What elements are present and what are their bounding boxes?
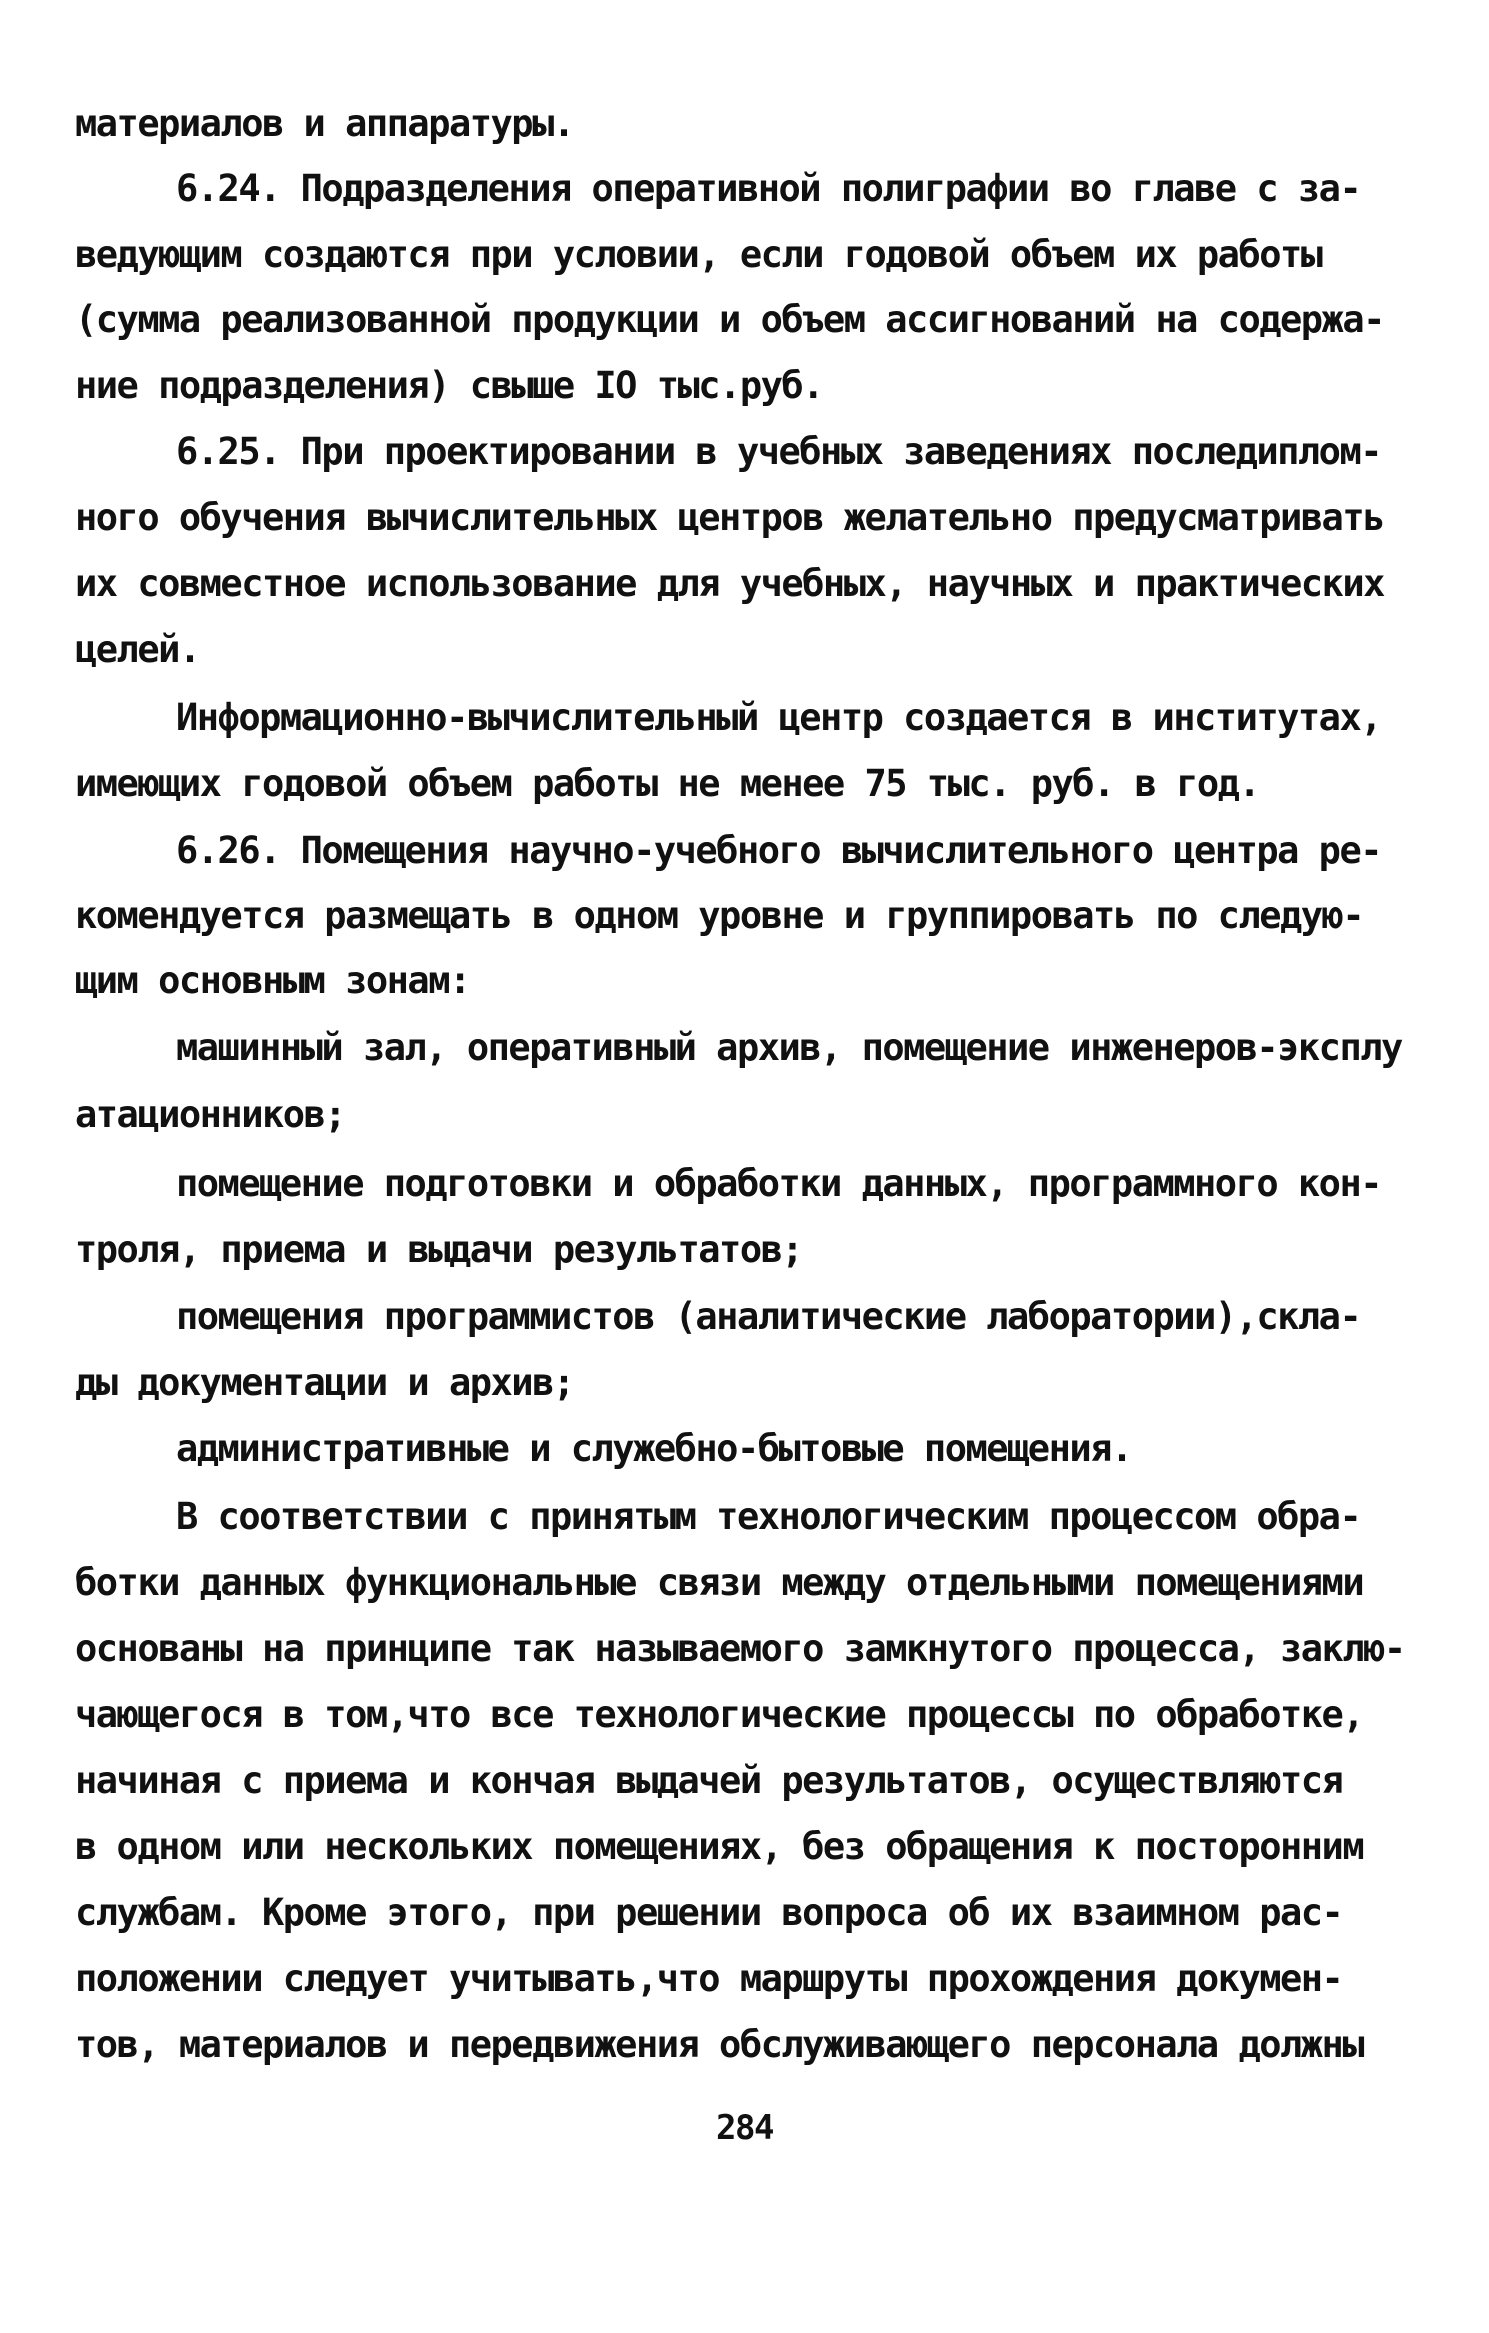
text-line: Информационно-вычислительный центр создается в институтах, — [176, 696, 1382, 739]
text-line: тов, материалов и передвижения обслуживающего персонала должны — [75, 2023, 1364, 2066]
text-line: чающегося в том,что все технологические процессы по обработке, — [75, 1693, 1364, 1736]
text-line: начиная с приема и кончая выдачей результатов, осуществляются — [75, 1759, 1343, 1802]
text-line: материалов и аппаратуры. — [75, 102, 574, 145]
text-line: административные и служебно-бытовые помещения. — [176, 1427, 1132, 1470]
text-line: ние подразделения) свыше IO тыс.руб. — [75, 364, 823, 407]
text-line: целей. — [75, 628, 200, 671]
text-line: атационников; — [75, 1093, 346, 1136]
text-line: 6.24. Подразделения оперативной полиграфии во главе с за- — [176, 167, 1361, 210]
text-line: их совместное использование для учебных, научных и практических — [75, 562, 1384, 605]
text-line: имеющих годовой объем работы не менее 75 тыс. руб. в год. — [75, 762, 1260, 805]
text-line: щим основным зонам: — [75, 959, 470, 1002]
text-line: В соответствии с принятым технологическим процессом обра- — [176, 1495, 1361, 1538]
page-number: 284 — [716, 2108, 773, 2148]
text-line: 6.25. При проектировании в учебных заведениях последиплом- — [176, 430, 1382, 473]
text-line: комендуется размещать в одном уровне и группировать по следую- — [75, 894, 1364, 937]
text-line: помещение подготовки и обработки данных, программного кон- — [176, 1162, 1382, 1205]
text-line: машинный зал, оперативный архив, помещение инженеров-эксплу — [176, 1026, 1402, 1069]
text-line: службам. Кроме этого, при решении вопроса об их взаимном рас- — [75, 1891, 1343, 1934]
text-line: помещения программистов (аналитические лаборатории),скла- — [176, 1295, 1361, 1338]
text-line: ды документации и архив; — [75, 1361, 574, 1404]
text-line: основаны на принципе так называемого замкнутого процесса, заклю- — [75, 1627, 1405, 1670]
text-line: в одном или нескольких помещениях, без обращения к посторонним — [75, 1825, 1364, 1868]
text-line: (сумма реализованной продукции и объем ассигнований на содержа- — [75, 298, 1384, 341]
text-line: ботки данных функциональные связи между отдельными помещениями — [75, 1561, 1364, 1604]
text-line: ведующим создаются при условии, если годовой объем их работы — [75, 233, 1322, 276]
text-line: положении следует учитывать,что маршруты прохождения докумен- — [75, 1957, 1343, 2000]
text-line: 6.26. Помещения научно-учебного вычислительного центра ре- — [176, 829, 1382, 872]
text-line: ного обучения вычислительных центров желательно предусматривать — [75, 496, 1384, 539]
text-line: троля, приема и выдачи результатов; — [75, 1228, 803, 1271]
